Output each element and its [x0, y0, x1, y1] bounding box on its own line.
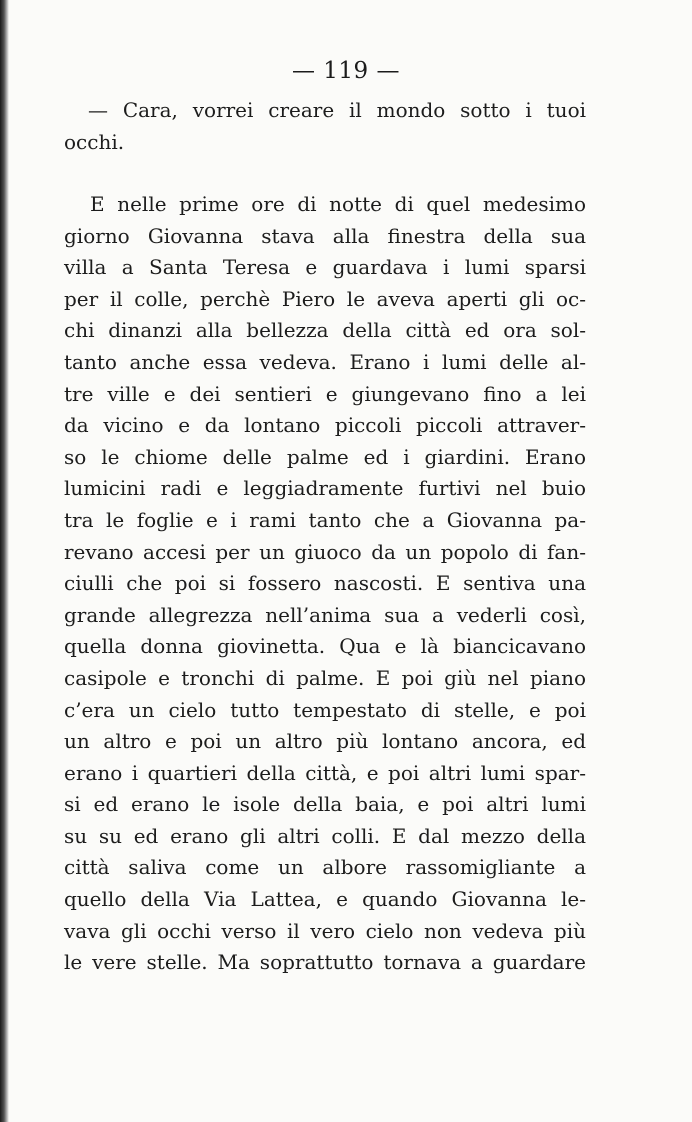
text-line: quella donna giovinetta. Qua e là biancicavano — [64, 634, 586, 659]
text-line: villa a Santa Teresa e guardava i lumi sparsi — [64, 255, 586, 280]
text-line: per il colle, perchè Piero le aveva aperti gli oc- — [64, 286, 586, 311]
text-line: vava gli occhi verso il vero cielo non vedeva più — [64, 918, 586, 943]
text-line: casipole e tronchi di palme. E poi giù nel piano — [64, 665, 586, 690]
text-line: quello della Via Lattea, e quando Giovanna le- — [64, 887, 586, 912]
text-line: città saliva come un albore rassomigliante a — [64, 855, 586, 880]
text-line: le vere stelle. Ma soprattutto tornava a guardare — [64, 950, 586, 975]
text-line: ciulli che poi si fossero nascosti. E sentiva una — [64, 571, 586, 596]
page-number: — 119 — — [291, 58, 401, 84]
text-line: si ed erano le isole della baia, e poi altri lumi — [64, 792, 586, 817]
text-line: so le chiome delle palme ed i giardini. Erano — [64, 444, 586, 469]
text-line: da vicino e da lontano piccoli piccoli attraver- — [64, 413, 586, 438]
text-line: grande allegrezza nell’anima sua a vederli così, — [64, 602, 586, 627]
text-line: E nelle prime ore di notte di quel medesimo — [90, 192, 586, 216]
text-line: c’era un cielo tutto tempestato di stelle, e poi — [64, 697, 586, 722]
text-line: su su ed erano gli altri colli. E dal mezzo della — [64, 823, 586, 848]
text-line: lumicini radi e leggiadramente furtivi nel buio — [64, 476, 586, 501]
text-line: — Cara, vorrei creare il mondo sotto i tuoi — [88, 98, 586, 122]
text-line: tra le foglie e i rami tanto che a Giovanna pa- — [64, 507, 586, 532]
text-line: tanto anche essa vedeva. Erano i lumi delle al- — [64, 349, 586, 374]
text-line: revano accesi per un giuoco da un popolo di fan- — [64, 539, 586, 564]
dialogue-paragraph — [64, 95, 586, 158]
text-line: un altro e poi un altro più lontano ancora, ed — [64, 729, 586, 754]
narrative-paragraph — [64, 189, 586, 979]
text-line: erano i quartieri della città, e poi altri lumi spar- — [64, 760, 586, 785]
binding-shadow — [0, 0, 9, 1122]
text-line: occhi. — [64, 129, 125, 154]
text-line: chi dinanzi alla bellezza della città ed ora sol- — [64, 318, 586, 343]
text-line: giorno Giovanna stava alla finestra della sua — [64, 223, 586, 248]
text-line: tre ville e dei sentieri e giungevano fino a lei — [64, 381, 586, 406]
